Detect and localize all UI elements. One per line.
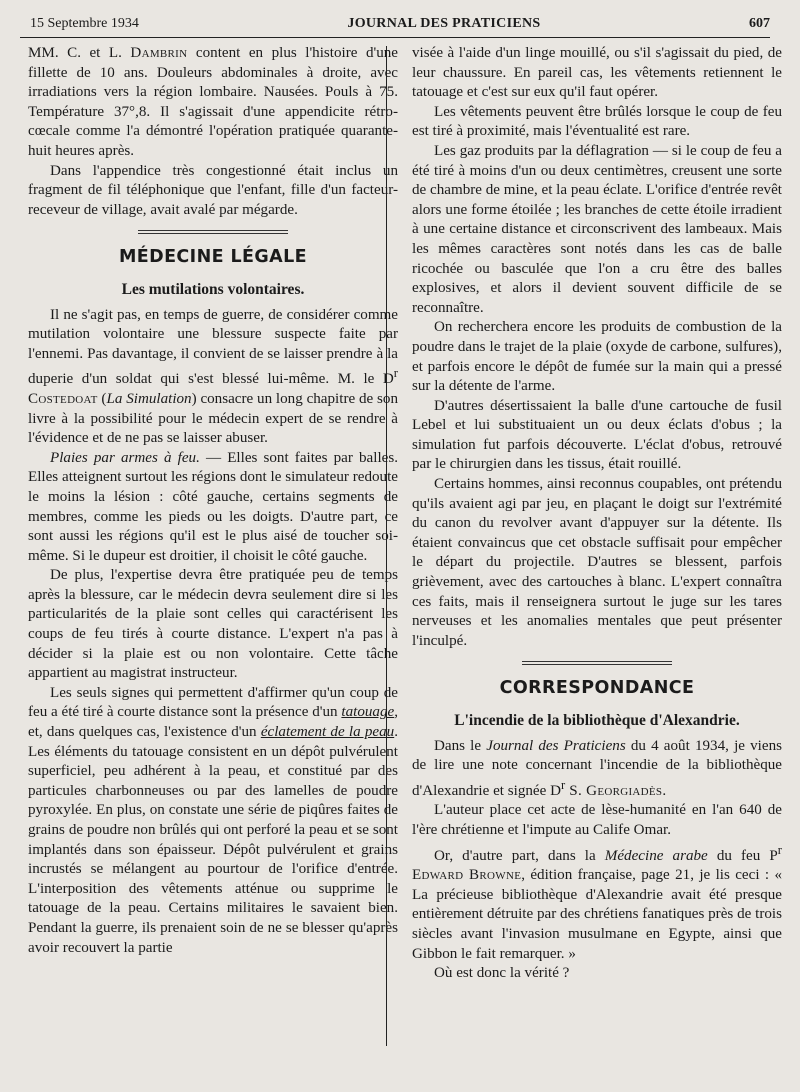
article-continued-paragraph-2: Les vêtements peuvent être brûlés lorsque le coup de feu est tiré à proximité, mais l'éventualité est rare. [412, 103, 782, 140]
author-name-georgiades: S. Georgiadès [565, 782, 663, 799]
subheading-plaies: Plaies par armes à feu. [50, 449, 200, 466]
article-paragraph-4: Les seuls signes qui permettent d'affirmer qu'un coup de feu a été tiré à courte distance sont la présence d'un tatouage, et, dans quelques cas, l'existence d'un éclatement de la peau. Les éléments du tatouage consistent en un dépôt pulvérulent superficiel, peu adhérent à la peau, et constitué par des particules charbonneuses ou par des lamelles de poudre pyroxylée. En plus, on constate une série de piqûres faites de grains de poudre non brûlés qui ont perforé la peau et se sont implantés dans son épaisseur. Dépôt pulvérulent et grains incrustés se mélangent au pourtour de l'orifice d'entrée. L'interposition des vêtements atténue ou supprime le tatouage de la peau. Certains militaires le savaient bien. Pendant la guerre, ils prenaient soin de ne se blesser qu'après avoir recouvert la partie [28, 684, 398, 956]
section-title-correspondance: CORRESPONDANCE [499, 678, 695, 699]
section-separator [138, 230, 288, 234]
case-report-paragraph-2: Dans l'appendice très congestionné était inclus un fragment de fil téléphonique que l'enfant, fille d'un facteur-receveur de village, avait avalé par mégarde. [28, 162, 398, 218]
book-title-simulation: La Simulation [106, 390, 192, 407]
article-continued-paragraph-6: Certains hommes, ainsi reconnus coupables, ont prétendu qu'ils avaient agi par jeu, en plaçant le doigt sur l'extrémité du canon du revolver avant d'appuyer sur la détente. Ils étaient convaincus que cet obstacle suffisait pour empêcher le départ du projectile. D'autres se blessent, parfois grièvement, avec des cartouches à blanc. L'expert connaîtra ces faits, mais il renseignera surtout le juge sur les tares nerveuses et les anomalies mentales que peut présenter l'inculpé. [412, 476, 782, 649]
article-title-mutilations: Les mutilations volontaires. [121, 280, 305, 298]
letter-paragraph-3: Or, d'autre part, dans la Médecine arabe du feu $P^r$ Edward Browne, édition française, page 21, je lis ceci : « La précieuse bibliothèque d'Alexandrie avait été presque entièrement détruite par des chrétiens fanatiques près de trois siècles avant l'invasion musulmane en Egypte, ainsi que Gibbon le fait remarquer. » [412, 842, 782, 962]
journal-name-italic: Journal des Praticiens [486, 737, 626, 754]
text-columns [20, 44, 782, 984]
article-continued-paragraph-3: Les gaz produits par la déflagration — si le coup de feu a été tiré à moins d'un ou deux centimètres, creusent une sorte de chambre de mine, et la peau éclate. L'orifice d'entrée revêt alors une forme étoilée ; les branches de cette étoile irradient à une certaine distance et circonscrivent des lambeaux. Mais les mêmes caractères sont notés dans les cas de balle ricochée ou basculée que l'on a cru être des balles explosives, et alors il devient souvent difficile de se reconnaître. [412, 142, 782, 316]
author-name-dambrin: Dambrin [130, 45, 188, 61]
right-column [412, 44, 782, 984]
article-continued-paragraph-1: visée à l'aide d'un linge mouillé, ou s'il s'agissait du pied, de leur chaussure. En pareil cas, les vêtements retiennent le tatouage et c'est sur eux qu'il faut opérer. [412, 45, 782, 101]
letter-paragraph-2: L'auteur place cet acte de lèse-humanité en l'an 640 de l'ère chrétienne et l'impute au Calife Omar. [412, 802, 782, 838]
book-title-medecine-arabe: Médecine arabe [604, 847, 708, 864]
journal-title: JOURNAL DES PRATICIENS [347, 16, 541, 31]
term-tatouage: tatouage [341, 704, 395, 721]
page-number: 607 [748, 16, 770, 31]
section-title-medecine-legale: MÉDECINE LÉGALE [118, 247, 307, 268]
article-paragraph-1: Il ne s'agit pas, en temps de guerre, de considérer comme mutilation volontaire une blessure suspecte faite par l'ennemi. Pas davantage, il convient de se laisser prendre à la duperie d'un soldat qui s'est blessé lui-même. M. le $D^r$ Costedoat (La Simulation) consacre un long chapitre de son livre à la possibilité pour le médecin expert de se rendre à l'évidence et de ne pas se laisser abuser. [28, 306, 398, 447]
term-eclatement: éclatement de la peau [260, 724, 395, 741]
section-separator [522, 661, 672, 665]
article-continued-paragraph-5: D'autres désertissaient la balle d'une cartouche de fusil Lebel et lui substituaient un ou deux éclats d'obus ; la simulation fut parfois découverte. L'éclat d'obus, retrouvé par le chirurgien dans les tissus, était rouillé. [412, 397, 782, 473]
issue-date: 15 Septembre 1934 [30, 16, 139, 31]
article-continued-paragraph-4: On recherchera encore les produits de combustion de la poudre dans le trajet de la plaie (oxyde de carbone, sulfures), et parfois encore le dépôt de fumée sur la main qui a pressé sur la détente de l'arme. [412, 319, 782, 395]
article-title-alexandrie: L'incendie de la bibliothèque d'Alexandrie. [454, 712, 740, 729]
author-name-browne: Edward Browne [412, 867, 522, 884]
left-column [20, 44, 398, 984]
author-name-costedoat: Costedoat [28, 390, 98, 407]
article-paragraph-3: De plus, l'expertise devra être pratiquée peu de temps après la blessure, car le médecin devra seulement dire si les particularités de la plaie sont celles qui caractérisent les coups de feu tirés à courte distance. L'expert n'a pas à décider si la plaie est ou non volontaire. Cette tâche appartient au magistrat instructeur. [28, 567, 398, 682]
letter-paragraph-1: Dans le Journal des Praticiens du 4 août 1934, je viens de lire une note concernant l'incendie de la bibliothèque d'Alexandrie et signée $D^r$ S. Georgiadès. [412, 737, 782, 799]
letter-paragraph-4: Où est donc la vérité ? [434, 965, 570, 982]
running-header [30, 16, 770, 38]
article-paragraph-2: Plaies par armes à feu. — Elles sont faites par balles. Elles atteignent surtout les régions dont le simulateur redoute le moins la lésion : côté gauche, certains segments de membres, comme les pieds ou les doigts. D'autre part, ce sont aussi les régions qu'il est le plus aisé de toucher soi-même. Si le dupeur est droitier, il choisit le côté gauche. [28, 449, 398, 564]
case-report-paragraph-1: MM. C. et L. Dambrin content en plus l'histoire d'une fillette de 10 ans. Douleurs abdominales à droite, avec irradiations vers la région lombaire. Nausées. Pouls à 75. Température 37°,8. Il s'agissait d'une appendicite rétro-cœcale comme l'a démontré l'opération pratiquée quarante-huit heures après. [28, 45, 399, 159]
header-rule [20, 37, 770, 38]
